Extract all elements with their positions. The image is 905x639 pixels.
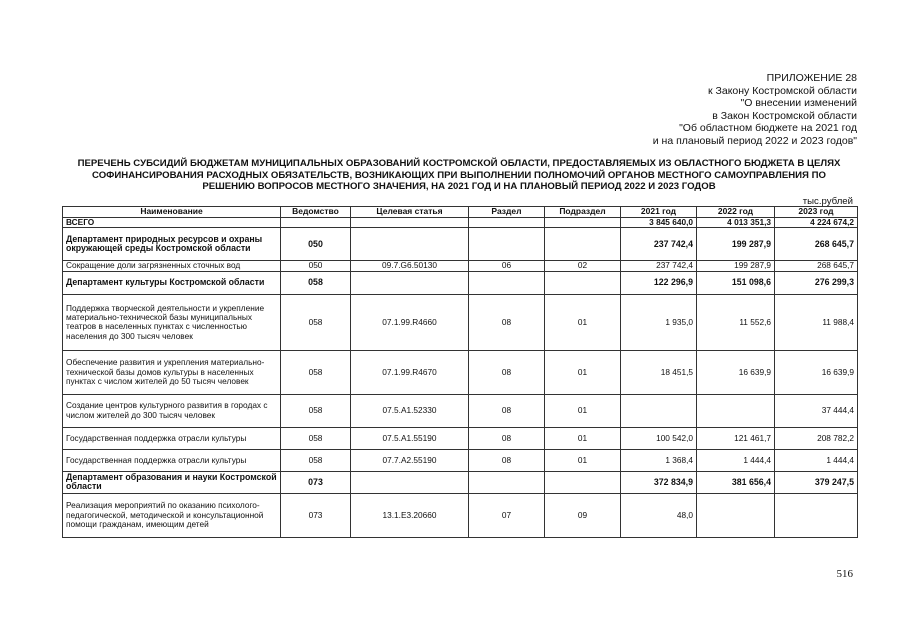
header-target: Целевая статья bbox=[351, 207, 469, 218]
header-2021: 2021 год bbox=[621, 207, 697, 218]
table-row bbox=[63, 394, 858, 427]
row-subsection: 02 bbox=[545, 261, 621, 271]
row-2021: 1 368,4 bbox=[621, 449, 697, 471]
total-row bbox=[63, 218, 858, 228]
header-name: Наименование bbox=[63, 207, 281, 218]
row-section: 06 bbox=[469, 261, 545, 271]
row-dept: 058 bbox=[281, 294, 351, 350]
row-2023: 16 639,9 bbox=[775, 350, 858, 394]
row-2023: 276 299,3 bbox=[775, 271, 858, 294]
row-subsection: 01 bbox=[545, 294, 621, 350]
row-2021: 372 834,9 bbox=[621, 471, 697, 493]
row-dept: 058 bbox=[281, 449, 351, 471]
table-row bbox=[63, 449, 858, 471]
row-2021: 237 742,4 bbox=[621, 228, 697, 261]
row-section bbox=[469, 228, 545, 261]
units-label: тыс.рублей bbox=[802, 196, 853, 207]
row-name: Обеспечение развития и укрепления материально-технической базы домов культуры в населенных пунктах с числом жителей до 50 тысяч человек bbox=[63, 350, 281, 394]
row-section: 08 bbox=[469, 294, 545, 350]
row-subsection bbox=[545, 271, 621, 294]
row-2023: 208 782,2 bbox=[775, 427, 858, 449]
row-name: Создание центров культурного развития в городах с числом жителей до 300 тысяч человек bbox=[63, 394, 281, 427]
row-dept: 058 bbox=[281, 350, 351, 394]
row-target: 07.5.A1.52330 bbox=[351, 394, 469, 427]
row-target: 13.1.E3.20660 bbox=[351, 493, 469, 537]
appendix-line: ПРИЛОЖЕНИЕ 28 bbox=[766, 72, 857, 84]
table-row bbox=[63, 261, 858, 271]
row-target bbox=[351, 271, 469, 294]
row-subsection: 01 bbox=[545, 394, 621, 427]
title-line: ПЕРЕЧЕНЬ СУБСИДИЙ БЮДЖЕТАМ МУНИЦИПАЛЬНЫХ ОБРАЗОВАНИЙ КОСТРОМСКОЙ ОБЛАСТИ, ПРЕДОСТАВЛЯЕМЫХ ИЗ ОБЛАСТНОГО БЮДЖЕТА В ЦЕЛЯХ bbox=[77, 158, 841, 169]
row-2021: 1 935,0 bbox=[621, 294, 697, 350]
row-2022 bbox=[697, 493, 775, 537]
row-2021: 18 451,5 bbox=[621, 350, 697, 394]
appendix-line: "О внесении изменений bbox=[740, 97, 857, 109]
row-target: 09.7.G6.50130 bbox=[351, 261, 469, 271]
row-2023: 268 645,7 bbox=[775, 228, 858, 261]
row-name: Департамент культуры Костромской области bbox=[63, 271, 281, 294]
row-section: 08 bbox=[469, 449, 545, 471]
row-subsection bbox=[545, 228, 621, 261]
table-row bbox=[63, 471, 858, 493]
row-2021: 237 742,4 bbox=[621, 261, 697, 271]
row-name: Департамент природных ресурсов и охраны окружающей среды Костромской области bbox=[63, 228, 281, 261]
row-name: Сокращение доли загрязненных сточных вод bbox=[63, 261, 281, 271]
table-row bbox=[63, 493, 858, 537]
row-dept: 058 bbox=[281, 394, 351, 427]
row-2022: 199 287,9 bbox=[697, 261, 775, 271]
row-subsection: 01 bbox=[545, 350, 621, 394]
title-line: РЕШЕНИЮ ВОПРОСОВ МЕСТНОГО ЗНАЧЕНИЯ, НА 2021 ГОД И НА ПЛАНОВЫЙ ПЕРИОД 2022 И 2023 ГОДОВ bbox=[202, 181, 716, 192]
table-row bbox=[63, 350, 858, 394]
row-section bbox=[469, 471, 545, 493]
total-name: ВСЕГО bbox=[63, 218, 281, 228]
row-2022: 11 552,6 bbox=[697, 294, 775, 350]
row-2022: 16 639,9 bbox=[697, 350, 775, 394]
row-dept: 073 bbox=[281, 493, 351, 537]
row-2022: 151 098,6 bbox=[697, 271, 775, 294]
row-subsection bbox=[545, 471, 621, 493]
row-2023: 268 645,7 bbox=[775, 261, 858, 271]
appendix-line: "Об областном бюджете на 2021 год bbox=[679, 122, 857, 134]
total-2021: 3 845 640,0 bbox=[621, 218, 697, 228]
table-row bbox=[63, 427, 858, 449]
row-2022: 1 444,4 bbox=[697, 449, 775, 471]
row-2022: 121 461,7 bbox=[697, 427, 775, 449]
row-target bbox=[351, 471, 469, 493]
row-2023: 37 444,4 bbox=[775, 394, 858, 427]
row-dept: 050 bbox=[281, 261, 351, 271]
header-2023: 2023 год bbox=[775, 207, 858, 218]
row-section bbox=[469, 271, 545, 294]
row-2022: 199 287,9 bbox=[697, 228, 775, 261]
row-target: 07.1.99.R4670 bbox=[351, 350, 469, 394]
row-target: 07.7.A2.55190 bbox=[351, 449, 469, 471]
row-section: 08 bbox=[469, 394, 545, 427]
row-2022: 381 656,4 bbox=[697, 471, 775, 493]
row-2023: 379 247,5 bbox=[775, 471, 858, 493]
subsidies-table bbox=[62, 206, 858, 538]
header-2022: 2022 год bbox=[697, 207, 775, 218]
row-target bbox=[351, 228, 469, 261]
header-section: Раздел bbox=[469, 207, 545, 218]
row-dept: 073 bbox=[281, 471, 351, 493]
table-header-row bbox=[63, 207, 858, 218]
row-name: Государственная поддержка отрасли культуры bbox=[63, 427, 281, 449]
table-row bbox=[63, 271, 858, 294]
appendix-line: и на плановый период 2022 и 2023 годов" bbox=[652, 134, 857, 147]
document-title bbox=[58, 158, 860, 193]
row-name: Департамент образования и науки Костромской области bbox=[63, 471, 281, 493]
appendix-block bbox=[653, 72, 857, 147]
row-subsection: 01 bbox=[545, 449, 621, 471]
row-2021 bbox=[621, 394, 697, 427]
row-2023: 1 444,4 bbox=[775, 449, 858, 471]
appendix-line: в Закон Костромской области bbox=[712, 109, 857, 122]
appendix-line: к Закону Костромской области bbox=[708, 84, 857, 97]
row-dept: 058 bbox=[281, 427, 351, 449]
row-name: Государственная поддержка отрасли культуры bbox=[63, 449, 281, 471]
total-2023: 4 224 674,2 bbox=[775, 218, 858, 228]
row-section: 08 bbox=[469, 427, 545, 449]
row-2023 bbox=[775, 493, 858, 537]
row-dept: 050 bbox=[281, 228, 351, 261]
row-2021: 48,0 bbox=[621, 493, 697, 537]
row-section: 07 bbox=[469, 493, 545, 537]
title-line: СОФИНАНСИРОВАНИЯ РАСХОДНЫХ ОБЯЗАТЕЛЬСТВ, ВОЗНИКАЮЩИХ ПРИ ВЫПОЛНЕНИИ ПОЛНОМОЧИЙ ОРГАНОВ МЕСТНОГО САМОУПРАВЛЕНИЯ ПО bbox=[92, 169, 826, 181]
table-row bbox=[63, 294, 858, 350]
row-2021: 122 296,9 bbox=[621, 271, 697, 294]
row-dept: 058 bbox=[281, 271, 351, 294]
header-subsection: Подраздел bbox=[545, 207, 621, 218]
row-2021: 100 542,0 bbox=[621, 427, 697, 449]
row-target: 07.5.A1.55190 bbox=[351, 427, 469, 449]
row-2023: 11 988,4 bbox=[775, 294, 858, 350]
table-row bbox=[63, 228, 858, 261]
row-subsection: 01 bbox=[545, 427, 621, 449]
page-number: 516 bbox=[836, 568, 853, 580]
header-dept: Ведомство bbox=[281, 207, 351, 218]
row-2022 bbox=[697, 394, 775, 427]
row-subsection: 09 bbox=[545, 493, 621, 537]
row-name: Реализация мероприятий по оказанию психолого-педагогической, методической и консультационной помощи гражданам, имеющим детей bbox=[63, 493, 281, 537]
row-name: Поддержка творческой деятельности и укрепление материально-технической базы муниципальных театров в населенных пунктах с численностью населения до 300 тысяч человек bbox=[63, 294, 281, 350]
row-section: 08 bbox=[469, 350, 545, 394]
row-target: 07.1.99.R4660 bbox=[351, 294, 469, 350]
total-2022: 4 013 351,3 bbox=[697, 218, 775, 228]
